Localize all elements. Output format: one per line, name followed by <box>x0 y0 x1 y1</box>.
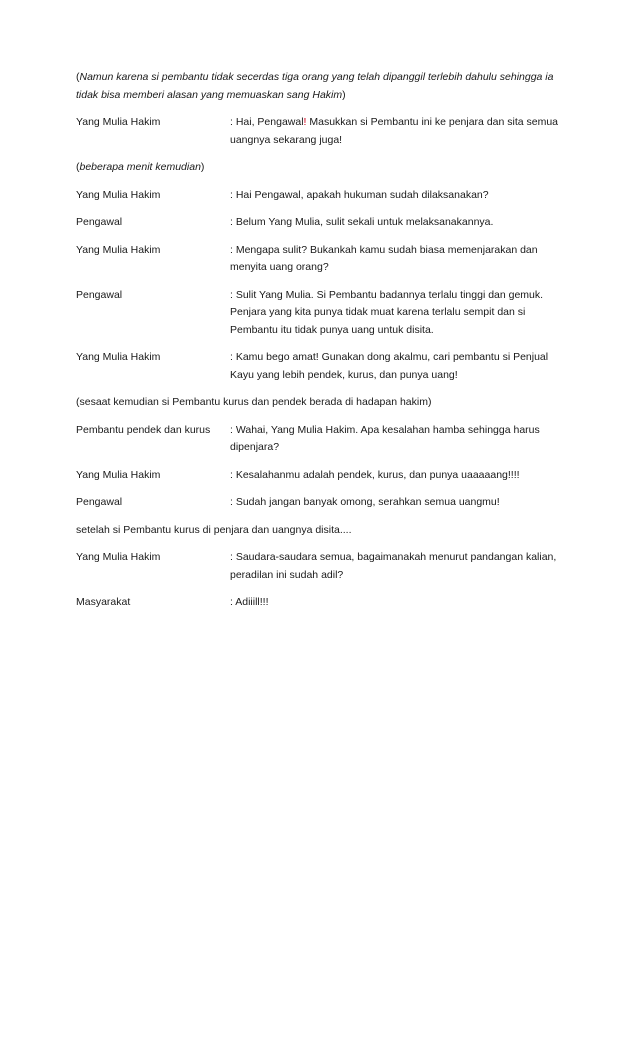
dialogue-row <box>76 287 566 340</box>
intro-open-paren: ( <box>76 71 80 83</box>
dialogue-line: : Hai Pengawal, apakah hukuman sudah dilaksanakan? <box>230 188 489 201</box>
dialogue-row <box>76 242 566 277</box>
dialogue-line: : Sulit Yang Mulia. Si Pembantu badannya terlalu tinggi dan gemuk. Penjara yang kita punya tidak muat karena terlalu sempit dan si Pembantu itu tidak punya uang untuk disita. <box>230 288 544 336</box>
speaker-name: Yang Mulia Hakim <box>76 116 161 128</box>
dialogue-line: : Adiiill!!! <box>230 596 269 608</box>
script-content <box>76 69 566 622</box>
note-text: beberapa menit kemudian <box>79 161 201 173</box>
intro-text: Namun karena si pembantu tidak secerdas tiga orang yang telah dipanggil terlebih dahulu sehingga ia tidak bisa memberi alasan yang memuaskan sang Hakim <box>76 71 554 101</box>
speaker-name: Yang Mulia Hakim <box>76 188 161 201</box>
dialogue-line: : Mengapa sulit? Bukankah kamu sudah biasa memenjarakan dan menyita uang orang? <box>230 243 538 273</box>
dialogue-row <box>76 214 566 232</box>
speaker-name: Pembantu pendek dan kurus <box>76 423 211 436</box>
stage-direction: (sesaat kemudian si Pembantu kurus dan pendek berada di hadapan hakim) <box>76 396 432 408</box>
dialogue-row <box>76 422 566 457</box>
dialogue-line-part: Masukkan si Pembantu ini ke penjara dan sita semua uangnya sekarang juga! <box>230 116 559 146</box>
dialogue-line <box>230 114 566 149</box>
dialogue-row <box>76 594 566 612</box>
intro-close-paren: ) <box>342 88 346 101</box>
speaker-name: Yang Mulia Hakim <box>76 351 161 363</box>
speaker-name: Pengawal <box>76 496 123 508</box>
speaker-name: Yang Mulia Hakim <box>76 551 161 563</box>
dialogue-row <box>76 494 566 512</box>
highlighted-exclamation: ! <box>303 116 307 128</box>
intro-stage-direction <box>76 69 566 104</box>
dialogue-line: : Wahai, Yang Mulia Hakim. Apa kesalahan hamba sehingga harus dipenjara? <box>230 423 540 453</box>
dialogue-line: : Kesalahanmu adalah pendek, kurus, dan punya uaaaaang!!!! <box>230 468 520 481</box>
dialogue-row <box>76 467 566 485</box>
note-open-paren: ( <box>76 161 80 173</box>
note-close-paren: ) <box>200 161 205 173</box>
speaker-name: Yang Mulia Hakim <box>76 243 161 256</box>
stage-direction <box>76 159 566 177</box>
dialogue-line: : Sudah jangan banyak omong, serahkan semua uangmu! <box>230 496 500 508</box>
dialogue-row <box>76 349 566 384</box>
dialogue-line: : Kamu bego amat! Gunakan dong akalmu, cari pembantu si Penjual Kayu yang lebih pendek, kurus, dan punya uang! <box>230 351 549 381</box>
dialogue-line: : Saudara-saudara semua, bagaimanakah menurut pandangan kalian, peradilan ini sudah adil? <box>230 551 557 581</box>
speaker-name: Masyarakat <box>76 596 131 608</box>
dialogue-line: : Belum Yang Mulia, sulit sekali untuk melaksanakannya. <box>230 216 494 228</box>
stage-direction: setelah si Pembantu kurus di penjara dan uangnya disita.... <box>76 523 352 536</box>
speaker-name: Pengawal <box>76 288 123 301</box>
dialogue-row <box>76 187 566 205</box>
dialogue-line-part: : Hai, Pengawal <box>230 116 304 128</box>
speaker-name: Pengawal <box>76 216 123 228</box>
dialogue-row <box>76 549 566 584</box>
dialogue-row <box>76 114 566 149</box>
speaker-name: Yang Mulia Hakim <box>76 468 161 481</box>
